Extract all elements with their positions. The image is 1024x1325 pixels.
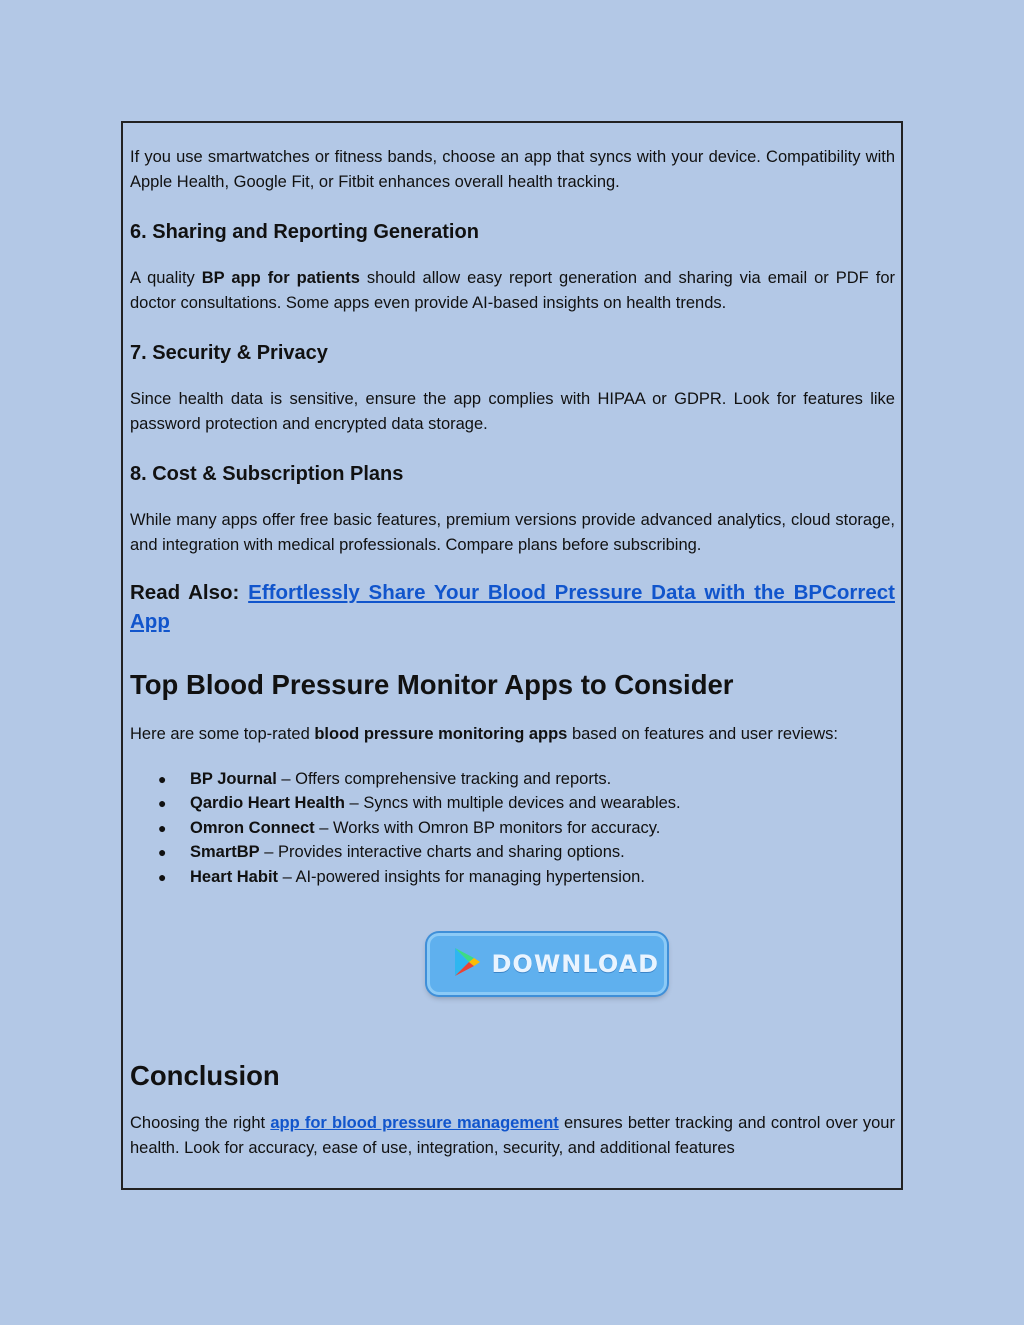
list-item bbox=[130, 767, 895, 792]
document-page bbox=[121, 121, 903, 1190]
app-name: Heart Habit bbox=[190, 867, 279, 886]
intro-paragraph: If you use smartwatches or fitness bands, choose an app that syncs with your device. Compatibility with Apple Health, Google Fit, or Fitbit enhances overall health tracking. bbox=[130, 148, 895, 191]
top-apps-intro bbox=[130, 722, 895, 747]
app-name: Omron Connect bbox=[190, 818, 315, 837]
list-item bbox=[130, 791, 895, 816]
read-also-link[interactable]: Effortlessly Share Your Blood Pressure Data with the BPCorrect App bbox=[130, 581, 895, 633]
download-wrap bbox=[198, 933, 895, 995]
app-name: Qardio Heart Health bbox=[190, 794, 345, 812]
section-7-heading: 7. Security & Privacy bbox=[130, 342, 328, 364]
section-6-text-before: A quality bbox=[130, 269, 202, 287]
app-list bbox=[130, 767, 895, 890]
app-description: – Works with Omron BP monitors for accuracy. bbox=[314, 818, 661, 837]
conclusion-paragraph bbox=[130, 1111, 895, 1160]
app-name: BP Journal bbox=[190, 769, 277, 788]
download-label: DOWNLOAD bbox=[491, 950, 660, 978]
section-6-paragraph bbox=[130, 266, 895, 315]
app-description: – Provides interactive charts and sharing options. bbox=[259, 843, 625, 861]
document-content bbox=[130, 145, 895, 1160]
section-6-heading: 6. Sharing and Reporting Generation bbox=[130, 221, 479, 243]
list-item bbox=[130, 816, 895, 841]
bullet-icon: ● bbox=[158, 844, 167, 860]
top-apps-heading: Top Blood Pressure Monitor Apps to Consider bbox=[130, 669, 734, 700]
list-item bbox=[130, 865, 895, 890]
app-description: – AI-powered insights for managing hypertension. bbox=[278, 867, 645, 886]
section-6-text-after: should allow easy report generation and sharing via email or PDF for doctor consultations. Some apps even provide AI-based insights on health trends. bbox=[130, 269, 895, 312]
conclusion-text-before: Choosing the right bbox=[130, 1114, 271, 1132]
app-description: – Syncs with multiple devices and wearables. bbox=[344, 794, 681, 812]
conclusion-heading: Conclusion bbox=[130, 1060, 280, 1091]
section-7-paragraph: Since health data is sensitive, ensure the app complies with HIPAA or GDPR. Look for features like password protection and encrypted data storage. bbox=[130, 390, 895, 433]
bullet-icon: ● bbox=[158, 795, 167, 811]
bullet-icon: ● bbox=[158, 770, 167, 787]
list-item bbox=[130, 840, 895, 865]
app-name: SmartBP bbox=[190, 843, 260, 861]
top-apps-intro-before: Here are some top-rated bbox=[130, 725, 315, 743]
section-6-bold: BP app for patients bbox=[201, 269, 360, 287]
conclusion-text-after: ensures better tracking and control over your health. Look for accuracy, ease of use, integration, security, and additional features bbox=[130, 1114, 895, 1157]
section-8-paragraph: While many apps offer free basic features, premium versions provide advanced analytics, cloud storage, and integration with medical professionals. Compare plans before subscribing. bbox=[130, 511, 895, 554]
section-8-heading: 8. Cost & Subscription Plans bbox=[130, 463, 404, 485]
read-also-label: Read Also: bbox=[130, 581, 240, 604]
top-apps-intro-after: based on features and user reviews: bbox=[567, 725, 838, 743]
top-apps-intro-bold: blood pressure monitoring apps bbox=[314, 725, 568, 743]
play-store-icon bbox=[452, 946, 482, 983]
read-also bbox=[130, 578, 895, 636]
app-description: – Offers comprehensive tracking and reports. bbox=[276, 769, 612, 788]
bullet-icon: ● bbox=[158, 868, 167, 885]
conclusion-link[interactable]: app for blood pressure management bbox=[270, 1114, 559, 1132]
download-button[interactable] bbox=[427, 933, 667, 995]
bullet-icon: ● bbox=[158, 819, 167, 836]
